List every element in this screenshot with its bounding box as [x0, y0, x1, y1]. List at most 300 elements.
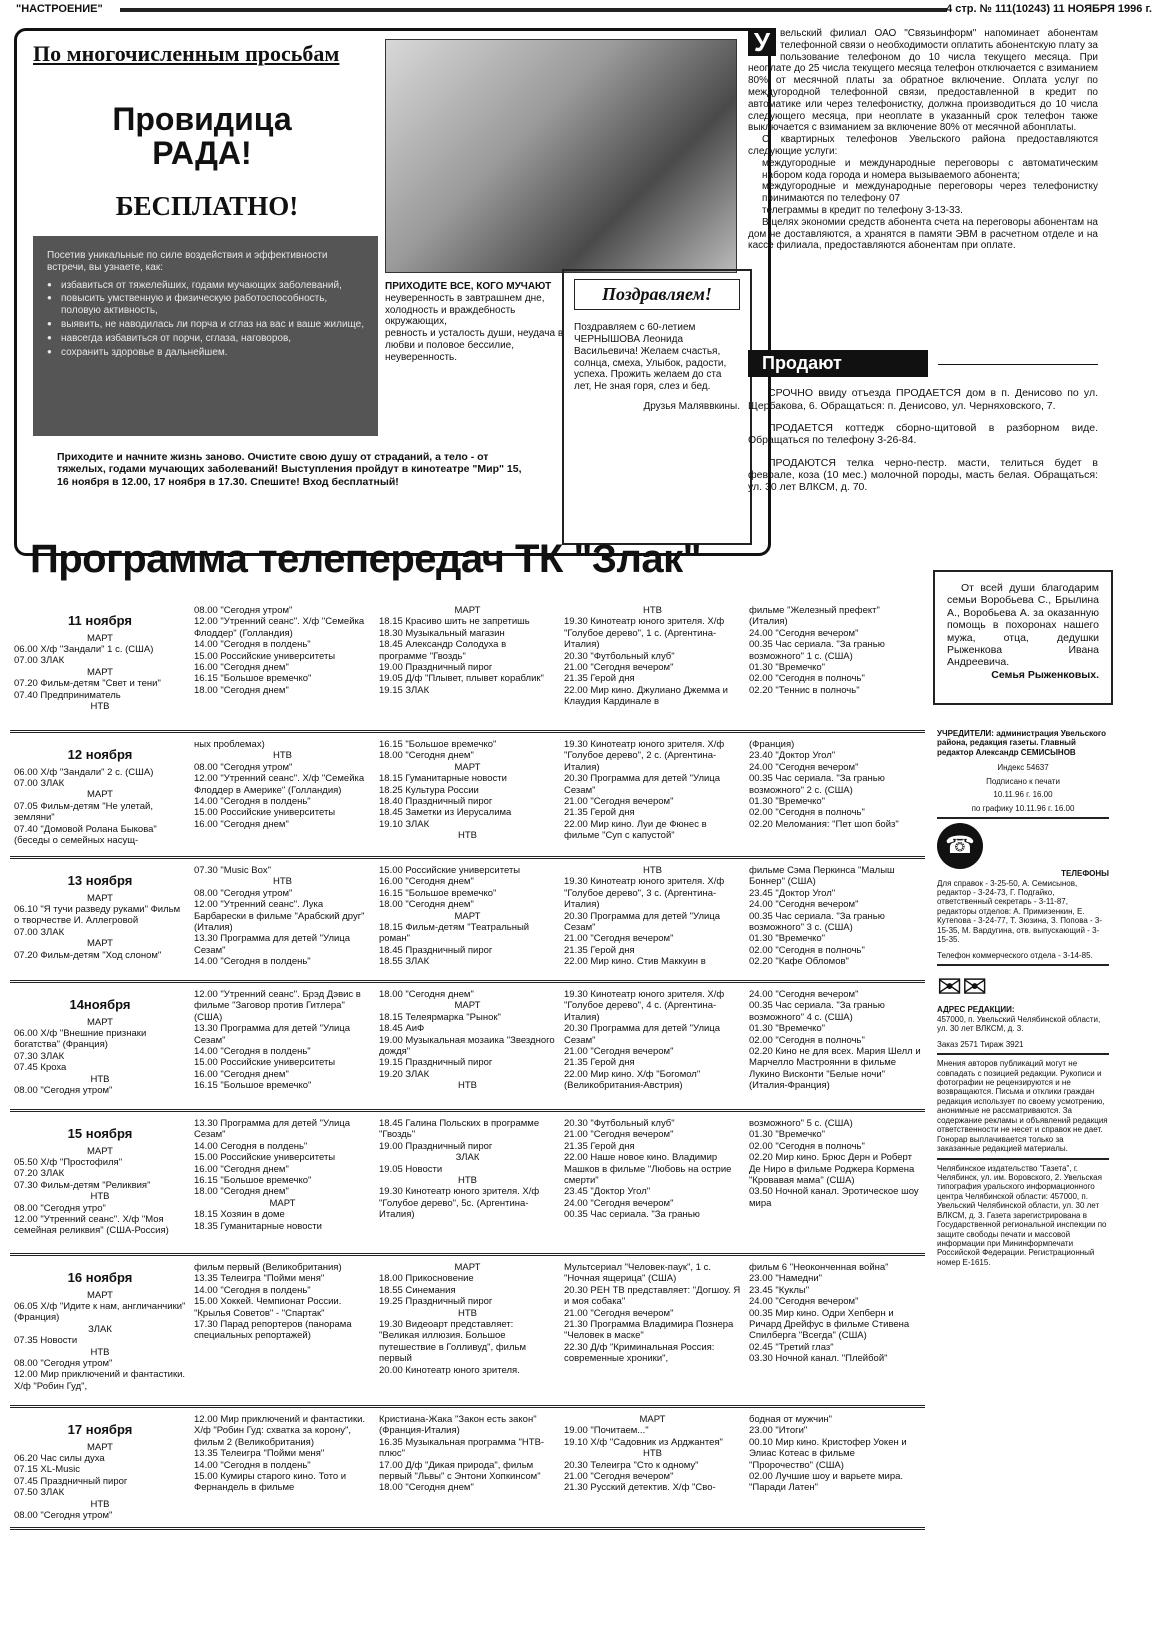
tv-line: 23.45 "Куклы": [749, 1284, 810, 1296]
tv-line: 21.35 Герой дня: [564, 944, 635, 956]
tv-column: [745, 987, 925, 1098]
tv-line: 22.30 Д/ф "Криминальная Россия: современные хроники",: [564, 1341, 715, 1365]
tv-line: 14.00 "Сегодня в полдень": [194, 956, 311, 968]
tv-column: [375, 603, 560, 714]
tv-line: 06.00 Х/ф "Зандали" 2 с. (США): [14, 766, 154, 778]
tv-line: 18.15 Фильм-детям "Театральный роман": [379, 921, 530, 945]
tv-column: [375, 1116, 560, 1239]
tv-line: 18.00 "Сегодня днем": [379, 1482, 474, 1494]
tv-day: [10, 1260, 925, 1408]
ad-kicker: По многочисленным просьбам: [33, 41, 340, 66]
tv-column: [560, 737, 745, 848]
tv-line: 16.00 "Сегодня днем": [194, 818, 289, 830]
tv-line: 16.00 "Сегодня днем": [194, 1068, 289, 1080]
tv-line: 19.00 Музыкальная мозаика "Звездного дождя": [379, 1034, 555, 1057]
tv-line: 07.20 Фильм-детям "Ход слоном": [14, 949, 162, 961]
tv-line: 13.30 Программа для детей "Улица Сезам": [194, 1023, 351, 1046]
tv-line: НТВ: [90, 1073, 110, 1085]
header-rule: [120, 8, 947, 12]
tv-line: 24.00 "Сегодня вечером": [749, 989, 859, 1000]
tv-line: ных проблемах): [194, 739, 265, 750]
tv-line: 08.00 "Сегодня утром": [14, 1357, 113, 1369]
tv-line: 21.30 Программа Владимира Познера "Человек в маске": [564, 1318, 734, 1342]
tv-line: 02.00 "Сегодня в полночь": [749, 1140, 865, 1152]
tv-line: 19.05 Новости: [379, 1163, 443, 1175]
list-item: ● повысить умственную и физическую работоспособность, половую активность,: [47, 293, 364, 317]
tv-line: 18.25 Культура России: [379, 784, 479, 796]
list-item: ревность и усталость души, неудача в любви и половое бессилие,: [385, 328, 564, 351]
tv-line: 16.00 "Сегодня днем": [379, 876, 474, 888]
tv-line: 21.00 "Сегодня вечером": [564, 1129, 674, 1141]
tv-line: 19.10 ЗЛАК: [379, 818, 430, 830]
tv-line: 22.00 Наше новое кино. Владимир Машков в фильме "Любовь на острие смерти": [564, 1152, 732, 1186]
tv-line: НТВ: [273, 750, 292, 762]
greeting-signature: Друзья Маляввкины.: [643, 401, 740, 413]
tv-line: МАРТ: [87, 632, 113, 644]
tv-line: НТВ: [643, 605, 662, 616]
thanks-notice: [933, 570, 1113, 705]
tv-line: НТВ: [90, 700, 110, 712]
tv-line: 18.00 "Сегодня днем": [379, 989, 474, 1000]
ad-free-label: БЕСПЛАТНО!: [115, 191, 299, 221]
day-date: 11 ноября: [68, 613, 132, 628]
order-info: Заказ 2571 Тираж 3921: [937, 1039, 1024, 1049]
tv-line: 23.00 "Итоги": [749, 1425, 808, 1437]
tv-line: МАРТ: [87, 1289, 113, 1301]
tv-schedule: [10, 603, 925, 1534]
tv-line: 13.35 Телеигра "Пойми меня": [194, 1448, 325, 1460]
tv-column: [560, 603, 745, 714]
tv-column: [560, 1116, 745, 1239]
greeting-title: Поздравляем!: [574, 279, 740, 310]
imprint-address-box: [937, 970, 1109, 1055]
tv-line: 12.00 "Утренний сеанс". Брэд Дэвис в фильме "Заговор против Гитлера" (США): [194, 989, 361, 1023]
day-date: 14ноября: [69, 997, 131, 1012]
tv-line: 23.45 "Доктор Угол": [564, 1186, 651, 1198]
tv-line: 12.00 Мир приключений и фантастики. Х/ф "Робин Гуд",: [14, 1369, 186, 1392]
tv-line: 08.00 "Сегодня утром": [194, 887, 293, 899]
tv-column: [190, 987, 375, 1098]
printer-info: Челябинское издательство "Газета", г. Челябинск, ул. им. Воровского, 2. Увельская типография уральского информационного центра Челябинской области: 457000, п. Увельский Челябинской области, ул. 30 лет ВЛКСМ, д. 3. Газета зарегистрирована в Государственной региональной инспекции по защите свободы печати и массовой информации при Мининформпечати Российской Федерации. Регистрационный номер Е-1615.: [937, 1163, 1107, 1267]
tv-line: 21.35 Герой дня: [564, 807, 635, 819]
tv-line: 00.35 Мир кино. Одри Хепберн и Ричард Дрейфус в фильме Стивена Спилберга "Всегда" (США): [749, 1307, 910, 1342]
tv-line: 07.40 Предприниматель: [14, 689, 121, 701]
day-date: 16 ноября: [67, 1270, 133, 1285]
newspaper-name: "НАСТРОЕНИЕ": [16, 3, 103, 15]
tv-column: [745, 1260, 925, 1394]
tv-line: 18.40 Праздничный пирог: [379, 795, 493, 807]
section-rule: [938, 364, 1098, 365]
tv-line: 02.45 "Третий глаз": [749, 1341, 834, 1353]
tv-column: [745, 1412, 925, 1523]
tv-line: 15.00 Кумиры старого кино. Тото и Фернандель в фильме: [194, 1470, 347, 1494]
tv-program-title: Программа телепередач ТК "Злак": [30, 537, 702, 581]
tv-line: 18.15 Красиво шить не запретишь: [379, 616, 530, 628]
greeting-box: [562, 269, 752, 545]
tv-line: 12.00 "Утренний сеанс". Х/ф "Моя семейная реликвия" (США-Россия): [14, 1213, 169, 1237]
tv-column: [560, 1260, 745, 1394]
tv-line: 07.50 ЗЛАК: [14, 1487, 65, 1499]
tv-line: 00.35 Час сериала. "За гранью: [564, 1209, 700, 1221]
tv-line: 01.30 "Времечко": [749, 1129, 826, 1141]
tv-line: 22.00 Мир кино. Х/ф "Богомол" (Великобритания-Австрия): [564, 1068, 701, 1092]
ad-benefits-list: [47, 280, 364, 359]
list-item: холодность и враждебность окружающих,: [385, 304, 516, 328]
day-date: 12 ноября: [67, 747, 133, 762]
tv-line: МАРТ: [87, 938, 113, 950]
tv-line: 21.00 "Сегодня вечером": [564, 1470, 674, 1482]
greeting-text: Поздравляем с 60-летием ЧЕРНЫШОВА Леонида Васильевича! Желаем счастья, солнца, смеха, Улыбок, радости, успеха. Прожить желаем до ста лет, Не зная горя, слез и бед.: [574, 322, 727, 393]
tv-column: [190, 603, 375, 714]
signed-label: Подписано к печати: [986, 776, 1060, 786]
tv-line: МАРТ: [87, 1145, 113, 1157]
tv-line: 21.30 Русский детектив. Х/ф "Сво-: [564, 1482, 716, 1494]
tv-column: [375, 737, 560, 848]
tv-line: 15.00 Российские университеты: [379, 865, 521, 876]
tv-line: 14.00 "Сегодня в полдень": [194, 639, 311, 651]
tv-line: 00.35 Час сериала. "За гранью возможного" 2 с. (США): [749, 773, 885, 796]
tv-column: [190, 1412, 375, 1523]
tv-day: [10, 603, 925, 733]
tv-column: [10, 603, 190, 714]
tv-line: 20.30 Программа для детей "Улица Сезам": [564, 910, 721, 933]
tv-line: НТВ: [273, 876, 292, 888]
page-header: [0, 0, 1162, 20]
tv-line: 07.05 Фильм-детям "Не улетай, земляни": [14, 800, 153, 824]
tv-line: 24.00 "Сегодня вечером": [749, 761, 859, 773]
tv-line: 07.00 ЗЛАК: [14, 655, 65, 667]
tv-line: 02.00 "Сегодня в полночь": [749, 807, 865, 819]
notice-services: С квартирных телефонов Увельского района предоставляются следующие услуги:: [748, 134, 1098, 157]
tv-line: 07.20 Фильм-детям "Свет и тени": [14, 678, 161, 690]
tv-line: 02.20 Кино не для всех. Мария Шелл и Марчелло Мастроянни в фильме Лукино Висконти "Белые ночи" (Италия-Франция): [749, 1045, 921, 1092]
tv-line: МАРТ: [87, 892, 113, 904]
tv-line: 21.35 Герой дня: [564, 1057, 635, 1069]
list-item: ● сохранить здоровье в дальнейшем.: [47, 347, 364, 359]
thanks-signature: Семья Рыженковых.: [991, 668, 1099, 681]
tv-line: 19.20 ЗЛАК: [379, 1068, 430, 1080]
tv-line: 22.00 Мир кино. Луи де Фюнес в фильме "Суп с капустой": [564, 818, 707, 842]
address: 457000, п. Увельский Челябинской области, ул. 30 лет ВЛКСМ, д. 3.: [937, 1014, 1101, 1034]
tv-column: [745, 863, 925, 970]
tv-line: 24.00 "Сегодня вечером": [564, 1197, 674, 1209]
tv-line: 20.30 Программа для детей "Улица Сезам": [564, 1023, 721, 1046]
list-item: ● избавиться от тяжелейших, годами мучающих заболеваний,: [47, 280, 364, 292]
notice-billing: В целях экономии средств абонента счета на переговоры абонентам на дом не доставляются, а хранятся в памяти ЭВМ в расчетном отделе и на кассе филиала, предоставляются абонентам при оплате.: [748, 216, 1098, 252]
tv-line: НТВ: [90, 1191, 110, 1203]
drop-cap: У: [748, 28, 776, 56]
tv-line: 18.00 Прикосновение: [379, 1273, 474, 1285]
sale-ad: ПРОДАЕТСЯ коттедж сборно-щитовой в разборном виде. Обращаться по телефону 3-26-84.: [748, 421, 1098, 447]
index: Индекс 54637: [997, 763, 1049, 773]
tv-line: 18.55 Синемания: [379, 1284, 456, 1296]
tv-day: [10, 863, 925, 983]
tv-line: 18.15 Телеярмарка "Рынок": [379, 1011, 501, 1023]
tv-line: НТВ: [458, 830, 477, 842]
tv-line: 07.15 XL-Music: [14, 1464, 81, 1476]
tv-column: [560, 987, 745, 1098]
day-date: 13 ноября: [67, 873, 133, 888]
tv-column: [190, 863, 375, 970]
tv-line: МАРТ: [454, 761, 481, 773]
tv-line: 19.30 Кинотеатр юного зрителя. Х/ф "Голубое дерево", 5с. (Аргентина-Италия): [379, 1186, 540, 1221]
tv-line: 01.30 "Времечко": [749, 795, 826, 807]
list-item: ● навсегда избавиться от порчи, сглаза, наговоров,: [47, 333, 364, 345]
tv-line: НТВ: [643, 1448, 662, 1460]
tv-line: 12.00 "Утренний сеанс". Х/ф "Семейка Флоддер в Америке" (Голландия): [194, 773, 365, 796]
tv-line: 19.00 "Почитаем...": [564, 1425, 649, 1437]
tv-line: НТВ: [90, 1346, 110, 1358]
tv-line: 18.45 Александр Солодуха в программе "Гвоздь": [379, 639, 507, 662]
tv-line: 21.00 "Сегодня вечером": [564, 1045, 674, 1057]
imprint-phones-box: [937, 823, 1109, 966]
disclaimer: Мнения авторов публикаций могут не совпадать с позицией редакции. Рукописи и фотографии не рецензируются и не возвращаются. Письма и отклики граждан редакция использует по своему усмотрению, анонимные не рассматриваются. За содержание рекламы и объявлений редакция ответственности не несет и справок не дает. Гонорар выплачивается только за заказанные редакцией материалы.: [937, 1059, 1109, 1159]
sale-ad: СРОЧНО ввиду отъезда ПРОДАЕТСЯ дом в п. Денисово по ул. Щербакова, 6. Обращаться: п. Денисово, ул. Черняховского, 7.: [748, 387, 1098, 412]
tv-line: 07.00 ЗЛАК: [14, 926, 65, 938]
founders: УЧРЕДИТЕЛИ: администрация Увельского района, редакция газеты. Главный редактор Александр СЕМИСЫНОВ: [937, 729, 1107, 757]
tv-line: МАРТ: [454, 1262, 481, 1273]
tv-column: [190, 1116, 375, 1239]
tv-line: 19.00 Праздничный пирог: [379, 1140, 493, 1152]
tv-line: 16.00 "Сегодня днем": [194, 1163, 289, 1175]
tv-line: 15.00 Хоккей. Чемпионат России. "Крылья Советов" - "Спартак": [194, 1296, 342, 1319]
tv-column: [375, 863, 560, 970]
imprint-founders-box: [937, 729, 1109, 819]
tv-column: [10, 1260, 190, 1394]
tv-line: 07.30 "Music Box": [194, 865, 271, 876]
tv-line: фильм 6 "Неоконченная война": [749, 1262, 889, 1273]
tv-line: МАРТ: [87, 1016, 113, 1028]
tv-line: фильм первый (Великобритания): [194, 1262, 342, 1273]
tv-line: 19.05 Д/ф "Плывет, плывет кораблик": [379, 673, 544, 685]
tv-line: 00.10 Мир кино. Кристофер Уокен и Элиас Котеас в фильме "Пророчество" (США): [749, 1436, 907, 1471]
tv-line: 02.20 "Кафе Обломов": [749, 956, 849, 968]
schedule: по графику 10.11.96 г. 16.00: [971, 803, 1075, 813]
tv-line: 02.00 "Сегодня в полночь": [749, 673, 865, 685]
tv-line: 14.00 "Сегодня в полдень": [194, 1284, 311, 1296]
tv-line: 18.45 Праздничный пирог: [379, 944, 493, 956]
thanks-text: От всей души благодарим семьи Воробьева С., Брылина А., Воробьева А. за оказанную помощь в похоронах нашего мужа, отца, дедушки Рыженкова Ивана Андреевича.: [947, 582, 1099, 669]
commercial-phone: Телефон коммерческого отдела - 3-14-85.: [937, 950, 1093, 960]
tv-line: 15.00 Российские университеты: [194, 1152, 336, 1164]
tv-line: фильме Сэма Перкинса "Малыш Боннер" (США): [749, 865, 895, 888]
tv-column: [190, 1260, 375, 1394]
tv-line: 12.00 "Утренний сеанс". Лука Барбарески в фильме "Арабский друг" (Италия): [194, 899, 365, 933]
tv-line: 19.30 Кинотеатр юного зрителя. Х/ф "Голубое дерево", 4 с. (Аргентина-Италия): [564, 989, 725, 1023]
tv-line: 08.00 "Сегодня утром": [14, 1084, 113, 1096]
address-title: АДРЕС РЕДАКЦИИ:: [937, 1005, 1015, 1015]
tv-line: 17.00 Д/ф "Дикая природа", фильм первый "Львы" с Энтони Хопкинсом": [379, 1459, 541, 1482]
tv-line: 07.40 "Домовой Ролана Быкова" (беседы о семейных насущ-: [14, 823, 157, 846]
issue-info: 4 стр. № 111(10243) 11 НОЯБРЯ 1996 г.: [946, 3, 1152, 15]
tv-column: [10, 987, 190, 1098]
tv-line: 14.00 "Сегодня в полдень": [194, 795, 311, 807]
tv-line: 07.20 ЗЛАК: [14, 1168, 65, 1180]
tv-line: 14.00 "Сегодня в полдень": [194, 1045, 311, 1057]
tv-line: 03.50 Ночной канал. Эротическое шоу мира: [749, 1186, 919, 1209]
tv-line: 06.05 Х/ф "Идите к нам, англичанчики" (Франция): [14, 1300, 186, 1324]
tv-line: 21.00 "Сегодня вечером": [564, 661, 674, 673]
tv-line: 19.30 Кинотеатр юного зрителя. Х/ф "Голубое дерево", 1 с. (Аргентина-Италия): [564, 616, 725, 651]
tv-line: 08.00 "Сегодня утром": [194, 605, 293, 616]
tv-line: 02.00 "Сегодня в полночь": [749, 944, 865, 956]
tv-line: 13.30 Программа для детей "Улица Сезам": [194, 933, 351, 956]
notice-text: вельский филиал ОАО "Связьинформ" напоминает абонентам телефонной связи о необходимости оплатить абонентскую плату за пользование телефоном до 10 числа текущего месяца. При неоплате до 25 числа текущего месяца телефон отключается с взиманием 80% от месячной платы за обратное включение. Оплата услуг по междугородной телефонной связи, предоставленной в кредит по автоматике или через телефонистку, должна производиться до 10 числа следующего месяца, при неоплате в указанный срок телефон также выключается с взиманием за включение 80% от месячной абонплаты.: [748, 28, 1098, 134]
for-sale-section: [748, 350, 1098, 494]
signed-date: 10.11.96 г. 16.00: [993, 790, 1053, 800]
tv-line: 18.00 "Сегодня днем": [379, 899, 474, 911]
tv-line: 24.00 "Сегодня вечером": [749, 899, 859, 911]
tv-line: 20.30 "Футбольный клуб": [564, 650, 675, 662]
tv-line: 20.30 РЕН ТВ представляет: "Догшоу. Я и моя собака": [564, 1284, 741, 1308]
tv-line: 20.30 Телеигра "Сто к одному": [564, 1459, 699, 1471]
tv-line: 18.45 Галина Польских в программе "Гвоздь": [379, 1118, 540, 1141]
tv-column: [560, 1412, 745, 1523]
envelope-icon: ✉✉: [937, 971, 988, 1004]
section-title: Продают: [748, 350, 928, 377]
ad-benefits-box: [33, 236, 378, 436]
tv-column: [190, 737, 375, 848]
tv-line: 16.15 "Большое времечко": [194, 1174, 312, 1186]
tv-line: 19.15 Праздничный пирог: [379, 1057, 493, 1069]
tv-line: 20.30 "Футбольный клуб": [564, 1118, 675, 1129]
tv-line: 06.00 Х/ф "Зандали" 1 с. (США): [14, 643, 154, 655]
tv-line: 21.00 "Сегодня вечером": [564, 933, 674, 945]
tv-day: [10, 1412, 925, 1530]
tv-line: 17.30 Парад репортеров (панорама специальных репортажей): [194, 1318, 352, 1342]
list-item: неуверенность в завтрашнем дне,: [385, 292, 545, 304]
list-item: телеграммы в кредит по телефону 3-13-33.: [762, 204, 963, 216]
tv-line: 00.35 Час сериала. "За гранью возможного" 4 с. (США): [749, 1000, 885, 1023]
tv-line: 19.30 Видеоарт представляет: "Великая иллюзия. Большое путешествие в Голливуд", фильм первый: [379, 1318, 526, 1365]
phone-icon: ☎: [937, 823, 983, 869]
tv-line: МАРТ: [454, 910, 481, 922]
tv-line: 15.00 Российские университеты: [194, 1057, 336, 1069]
tv-line: 24.00 "Сегодня вечером": [749, 1296, 859, 1308]
tv-line: 16.15 "Большое времечко": [194, 673, 312, 685]
tv-line: 21.00 "Сегодня вечером": [564, 795, 674, 807]
tv-line: 02.20 Меломания: "Пет шоп бойз": [749, 818, 899, 830]
tv-line: 08.00 "Сегодня утро": [14, 1202, 106, 1214]
tv-line: 18.00 "Сегодня днем": [194, 684, 289, 696]
tv-line: 06.10 "Я тучи разведу руками" Фильм о творчестве И. Аллегровой: [14, 903, 181, 927]
day-date: 15 ноября: [67, 1126, 133, 1141]
tv-line: 21.35 Герой дня: [564, 1140, 635, 1152]
tv-line: 16.35 Музыкальная программа "НТВ-плюс": [379, 1436, 545, 1460]
tv-line: 22.00 Мир кино. Джулиано Джемма и Клаудия Кардинале в: [564, 684, 728, 708]
tv-line: МАРТ: [269, 1197, 296, 1209]
tv-line: 08.00 "Сегодня утром": [14, 1509, 113, 1521]
tv-day: [10, 737, 925, 859]
tv-line: 18.00 "Сегодня днем": [194, 1186, 289, 1198]
tv-line: 07.35 Новости: [14, 1335, 78, 1347]
tv-line: 19.15 ЗЛАК: [379, 684, 430, 696]
tv-line: МАРТ: [454, 1000, 481, 1012]
tv-line: 07.45 Праздничный пирог: [14, 1475, 128, 1487]
tv-line: 20.00 Кинотеатр юного зрителя.: [379, 1364, 520, 1376]
tv-line: 23.00 "Намедни": [749, 1273, 823, 1285]
tv-line: 21.35 Герой дня: [564, 673, 635, 685]
tv-column: [745, 737, 925, 848]
tv-line: 01.30 "Времечко": [749, 1023, 826, 1035]
ad-benefits-intro: Посетив уникальные по силе воздействия и эффективности встречи, вы узнаете, как:: [47, 250, 328, 273]
tv-line: НТВ: [458, 1307, 477, 1319]
tv-day: [10, 1116, 925, 1256]
tv-column: [10, 1116, 190, 1239]
tv-line: 15.00 Российские университеты: [194, 807, 336, 819]
ad-come-block: [385, 281, 570, 364]
tv-line: 18.55 ЗЛАК: [379, 956, 430, 968]
telecom-notice: [748, 28, 1098, 252]
tv-line: 23.40 "Доктор Угол": [749, 750, 836, 762]
tv-line: 22.00 Мир кино. Стив Маккуин в: [564, 956, 706, 968]
tv-line: 07.45 Кроха: [14, 1062, 67, 1074]
tv-line: Кристиана-Жака "Закон есть закон" (Франция-Италия): [379, 1414, 537, 1437]
tv-column: [10, 737, 190, 848]
psychic-photo: [385, 39, 737, 273]
tv-line: МАРТ: [639, 1414, 666, 1425]
tv-line: 21.00 "Сегодня вечером": [564, 1307, 674, 1319]
list-item: ● выявить, не наводилась ли порча и сглаз на вас и ваше жилище,: [47, 319, 364, 331]
tv-column: [375, 987, 560, 1098]
tv-line: 01.30 "Времечко": [749, 661, 826, 673]
tv-line: МАРТ: [454, 605, 481, 616]
list-item: междугородные и международные переговоры через телефонистку принимаются по телефону 07: [762, 181, 1098, 205]
tv-line: 19.25 Праздничный пирог: [379, 1296, 493, 1308]
tv-line: МАРТ: [87, 1441, 113, 1453]
tv-line: бодная от мужчин": [749, 1414, 833, 1425]
list-item: междугородные и международные переговоры с автоматическим набором кода города и номера вызываемого абонента;: [762, 157, 1098, 181]
tv-line: 14.00 Сегодня в полдень": [194, 1140, 308, 1152]
tv-line: 06.00 Х/ф "Внешние признаки богатства" (Франция): [14, 1027, 147, 1051]
tv-line: 06.20 Час силы духа: [14, 1452, 105, 1464]
tv-column: [10, 1412, 190, 1523]
tv-line: 18.15 Хозяин в доме: [194, 1209, 285, 1221]
tv-line: 18.45 АиФ: [379, 1023, 425, 1035]
tv-line: НТВ: [458, 1174, 477, 1186]
tv-line: 18.00 "Сегодня днем": [379, 750, 474, 762]
tv-line: 14.00 "Сегодня в полдень": [194, 1459, 311, 1471]
list-item: неуверенность.: [385, 351, 458, 363]
tv-line: МАРТ: [87, 666, 113, 678]
tv-column: [10, 863, 190, 970]
tv-line: НТВ: [643, 865, 662, 876]
phones-title: ТЕЛЕФОНЫ: [1061, 869, 1109, 879]
tv-line: фильме "Железный префект" (Италия): [749, 605, 880, 628]
tv-line: ЗЛАК: [455, 1152, 480, 1164]
day-date: 17 ноября: [67, 1422, 133, 1437]
ad-come-title: ПРИХОДИТЕ ВСЕ, КОГО МУЧАЮТ: [385, 281, 552, 292]
tv-column: [560, 863, 745, 970]
sale-ad: ПРОДАЮТСЯ телка черно-пестр. масти, телиться будет в феврале, коза (10 мес.) молочной породы, масть белая. Обращаться: ул. 30 лет ВЛКСМ, д. 70.: [748, 456, 1098, 494]
imprint: [933, 725, 1113, 1271]
tv-line: 01.30 "Времечко": [749, 933, 826, 945]
tv-line: 18.35 Гуманитарные новости: [194, 1220, 322, 1232]
tv-column: [375, 1260, 560, 1394]
tv-line: 12.00 Мир приключений и фантастики. Х/ф "Робин Гуд: схватка за корону", фильм 2 (Великобритания): [194, 1414, 366, 1448]
tv-line: 19.30 Кинотеатр юного зрителя. Х/ф "Голубое дерево", 2 с. (Аргентина-Италия): [564, 739, 725, 773]
tv-line: 00.35 Час сериала. "За гранью возможного" 1 с. (США): [749, 639, 885, 662]
tv-column: [745, 603, 925, 714]
tv-line: 07.00 ЗЛАК: [14, 777, 65, 789]
phones: Для справок - 3-25-50, А. Семисынов, редактор - 3-24-73, Г. Подгайко, ответственный секретарь - 3-11-87, редакторы отделов: А. Примизенкин, Е. Кутепова - 3-24-77, Т. Зюзина, З. Попова - 3-15-35, М. Вардугина, отв. выпускающий - 3-15-35.: [937, 878, 1103, 945]
tv-line: возможного" 5 с. (США): [749, 1118, 853, 1129]
tv-line: 18.45 Заметки из Иерусалима: [379, 807, 512, 819]
tv-line: 18.15 Гуманитарные новости: [379, 773, 507, 785]
tv-line: 08.00 "Сегодня утром": [194, 761, 293, 773]
tv-line: 19.30 Кинотеатр юного зрителя. Х/ф "Голубое дерево", 3 с. (Аргентина-Италия): [564, 876, 725, 911]
tv-line: 16.00 "Сегодня днем": [194, 661, 289, 673]
